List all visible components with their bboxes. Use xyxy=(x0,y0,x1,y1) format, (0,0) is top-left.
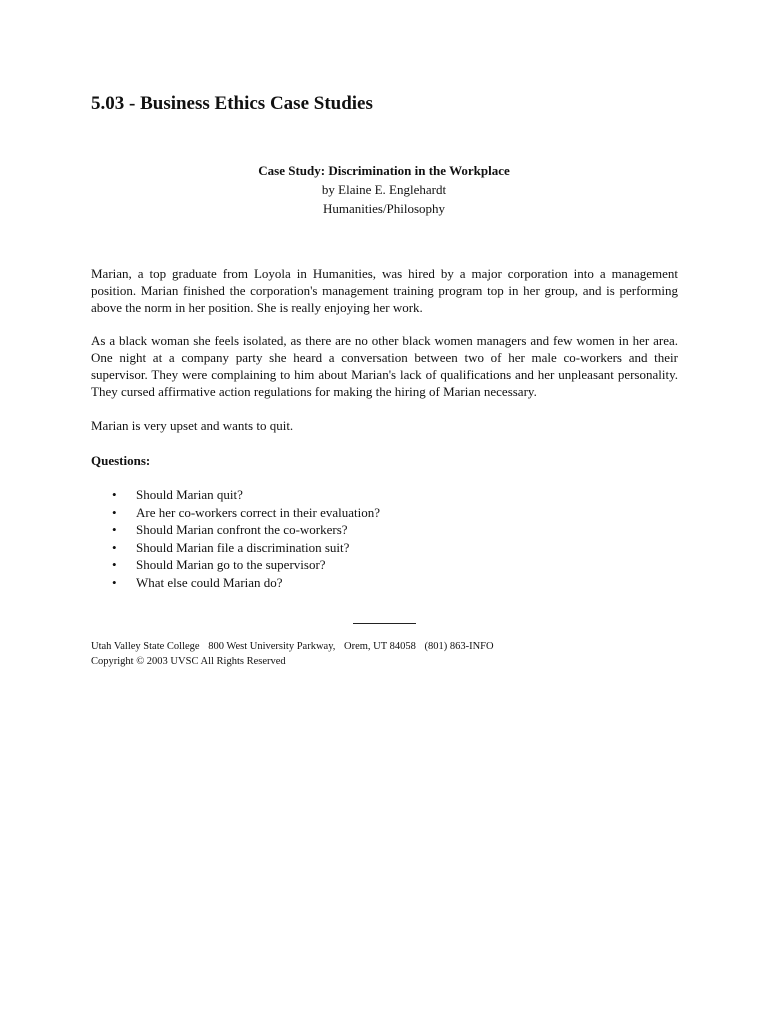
list-item xyxy=(91,556,671,574)
bullet-icon: • xyxy=(112,574,117,590)
bullet-icon: • xyxy=(112,557,117,573)
question-text: Should Marian go to the supervisor? xyxy=(136,557,326,573)
bullet-icon: • xyxy=(112,522,117,538)
footer-copyright: Copyright © 2003 UVSC All Rights Reserved xyxy=(91,656,286,667)
question-text: Should Marian file a discrimination suit? xyxy=(136,539,350,555)
question-text: Should Marian quit? xyxy=(136,487,243,502)
paragraph-reaction: Marian is very upset and wants to quit. xyxy=(91,418,294,433)
questions-heading: Questions: xyxy=(91,453,151,468)
questions-list xyxy=(91,486,671,592)
bullet-icon: • xyxy=(112,487,117,502)
footer xyxy=(91,639,494,669)
footer-city: Orem, UT 84058 xyxy=(344,641,416,652)
question-text: Are her co-workers correct in their evaluation? xyxy=(136,504,380,520)
case-study-title: Case Study: Discrimination in the Workplace xyxy=(258,163,510,178)
list-item xyxy=(91,574,671,592)
footer-contact-line xyxy=(91,639,494,654)
footer-divider xyxy=(353,623,416,624)
bullet-icon: • xyxy=(112,539,117,555)
paragraph-intro: Marian, a top graduate from Loyola in Humanities, was hired by a major corporation into a management position. Marian finished the corporation's management training program top in her group, and is performing above the norm in her position. She is really enjoying her work. xyxy=(91,266,678,315)
document-title: 5.03 - Business Ethics Case Studies xyxy=(91,93,373,114)
footer-phone: (801) 863-INFO xyxy=(424,641,494,652)
list-item xyxy=(91,504,671,522)
question-text: Should Marian confront the co-workers? xyxy=(136,522,348,538)
department-line: Humanities/Philosophy xyxy=(322,201,446,216)
footer-college: Utah Valley State College xyxy=(91,641,200,652)
footer-address: 800 West University Parkway, xyxy=(208,641,336,652)
list-item xyxy=(91,486,671,504)
bullet-icon: • xyxy=(112,504,117,520)
author-line: by Elaine E. Englehardt xyxy=(321,182,447,197)
list-item xyxy=(91,521,671,539)
case-study-header xyxy=(0,161,768,218)
list-item xyxy=(91,539,671,557)
paragraph-incident: As a black woman she feels isolated, as there are no other black women managers and few women in her area. One night at a company party she heard a conversation between two of her male co-workers and their supervisor. They were complaining to him about Marian's lack of qualifications and her unpleasant personality. They cursed affirmative action regulations for making the hiring of Marian necessary. xyxy=(91,333,678,399)
question-text: What else could Marian do? xyxy=(136,574,283,590)
